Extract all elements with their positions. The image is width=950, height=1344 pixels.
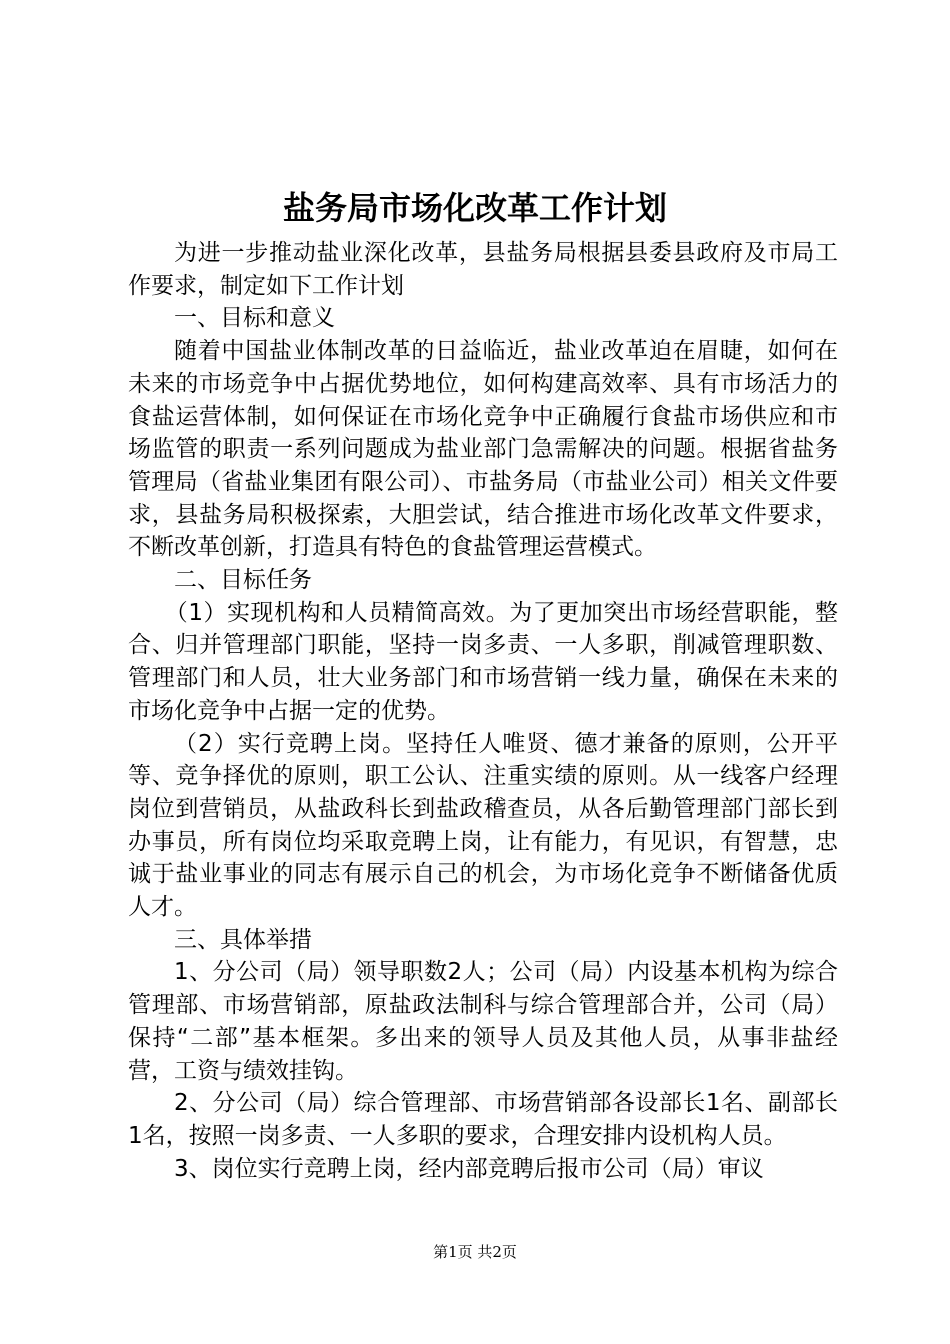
- section-heading-tasks: 二、目标任务: [174, 567, 312, 594]
- document-title: 盐务局市场化改革工作计划: [282, 189, 667, 227]
- task-item-1: （1）实现机构和人员精简高效。为了更加突出市场经营职能，整合、归并管理部门职能，坚持一岗多责、一人多职，削减管理职数、管理部门和人员，壮大业务部门和市场营销一线力量，确保在未来的市场化竞争中占据一定的优势。: [128, 599, 838, 724]
- task-item-2: （2）实行竞聘上岗。坚持任人唯贤、德才兼备的原则，公开平等、竞争择优的原则，职工公认、注重实绩的原则。从一线客户经理岗位到营销员，从盐政科长到盐政稽查员，从各后勤管理部门部长到办事员，所有岗位均采取竞聘上岗，让有能力，有见识，有智慧，忠诚于盐业事业的同志有展示自己的机会，为市场化竞争不断储备优质人才。: [128, 730, 838, 921]
- document-body: [128, 237, 838, 1185]
- page-number-footer: 第1页 共2页: [433, 1243, 517, 1261]
- measure-item-2: 2、分公司（局）综合管理部、市场营销部各设部长1名、副部长1名，按照一岗多责、一人多职的要求，合理安排内设机构人员。: [128, 1090, 838, 1149]
- intro-paragraph: 为进一步推动盐业深化改革，县盐务局根据县委县政府及市局工作要求，制定如下工作计划: [128, 240, 838, 299]
- measure-item-3: 3、岗位实行竞聘上岗，经内部竞聘后报市公司（局）审议: [174, 1155, 764, 1182]
- section-heading-measures: 三、具体举措: [174, 926, 312, 953]
- measure-item-1: 1、分公司（局）领导职数2人；公司（局）内设基本机构为综合管理部、市场营销部，原盐政法制科与综合管理部合并，公司（局）保持“二部”基本框架。多出来的领导人员及其他人员，从事非盐经营，工资与绩效挂钩。: [128, 959, 838, 1084]
- section-heading-goals: 一、目标和意义: [174, 305, 335, 332]
- goals-paragraph: 随着中国盐业体制改革的日益临近，盐业改革迫在眉睫，如何在未来的市场竞争中占据优势地位，如何构建高效率、具有市场活力的食盐运营体制，如何保证在市场化竞争中正确履行食盐市场供应和市场监管的职责一系列问题成为盐业部门急需解决的问题。根据省盐务管理局（省盐业集团有限公司）、市盐务局（市盐业公司）相关文件要求，县盐务局积极探索，大胆尝试，结合推进市场化改革文件要求，不断改革创新，打造具有特色的食盐管理运营模式。: [128, 338, 838, 561]
